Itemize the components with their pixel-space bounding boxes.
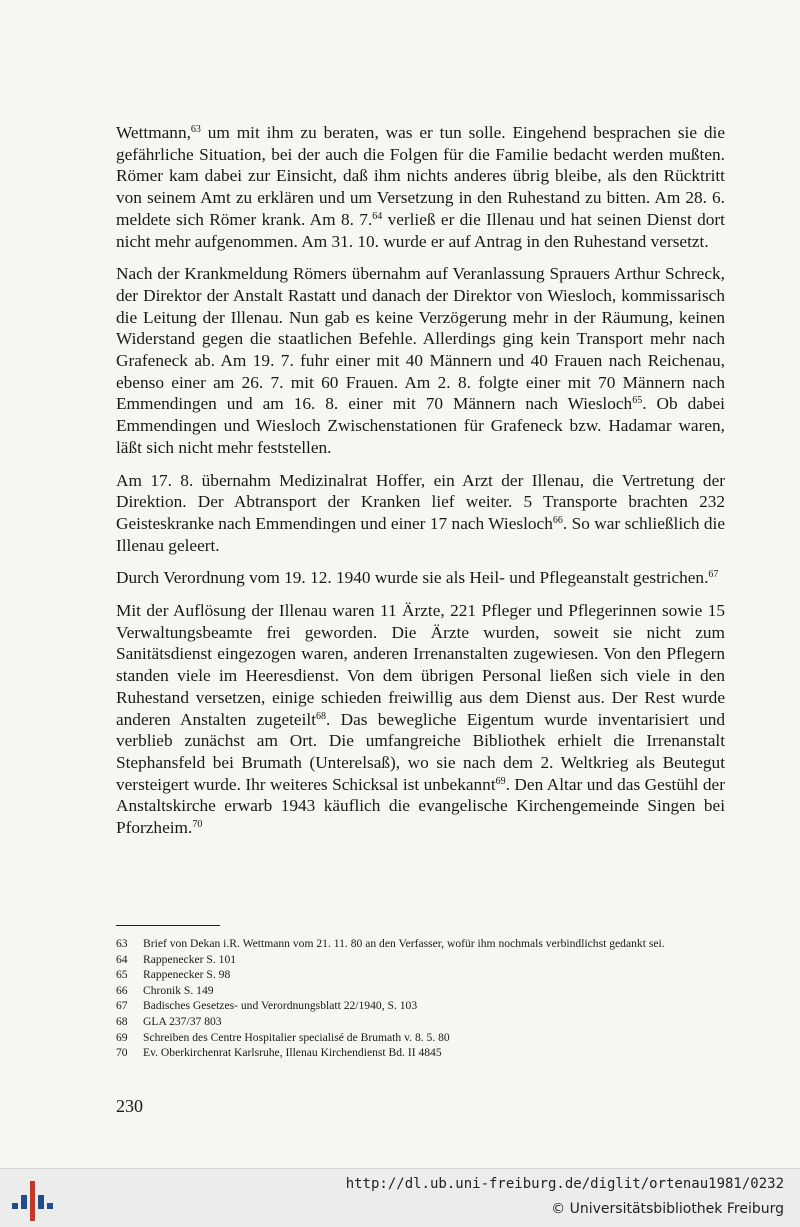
text-run: . Das bewegliche Eigentum wurde inventarisiert und verblieb zunächst am Ort. Die umfangreiche Bibliothek erhielt die Irrenanstalt Stephansfeld bei Brumath (Unterelsaß), wo sie nach dem 2. Weltkrieg als Beutegut versteigert wurde. Ihr weiteres Schicksal ist unbekannt [116, 709, 726, 794]
footnote-ref: 68 [316, 710, 327, 722]
footnote-text: Chronik S. 149 [143, 983, 214, 997]
footnote [116, 983, 725, 999]
page-number: 230 [116, 1096, 143, 1116]
text-run: . Den Altar und das Gestühl der Anstaltskirche erwarb 1943 käuflich die evangelische Kirchengemeinde Singen bei Pforzheim. [116, 774, 725, 838]
footnote-number: 64 [116, 952, 128, 966]
text-run: . Ob dabei Emmendingen und Wiesloch Zwischenstationen für Grafeneck bzw. Hadamar waren, läßt sich nicht mehr feststellen. [116, 394, 725, 457]
footnote [116, 952, 725, 968]
paragraph [116, 567, 725, 589]
footnote-separator [116, 925, 220, 926]
footnote-text: Brief von Dekan i.R. Wettmann vom 21. 11. 80 an den Verfasser, wofür ihm nochmals verbindlichst gedankt sei. [143, 937, 665, 950]
footnote-text: Schreiben des Centre Hospitalier specialisé de Brumath v. 8. 5. 80 [143, 1030, 450, 1044]
footnote-ref: 70 [192, 819, 203, 831]
text-run: Nach der Krankmeldung Römers übernahm auf Veranlassung Sprauers Arthur Schreck, der Direktor der Anstalt Rastatt und danach der Direktor von Wiesloch, kommissarisch die Leitung der Illenau. Nun gab es keine Verzögerung mehr in der Räumung, keinen Widerstand gegen die staatlichen Befehle. Allerdings ging kein Transport mehr nach Grafeneck ab. Am 19. 7. fuhr einer mit 40 Männern und 40 Frauen nach Reichenau, ebenso einer am 26. 7. mit 60 Frauen. Am 2. 8. folgte einer mit 70 Männern nach Emmendingen und am 16. 8. einer mit 70 Männern nach Wiesloch [116, 264, 725, 414]
footnote-number: 68 [116, 1014, 128, 1028]
viewer-footer-bar [0, 1168, 800, 1227]
text-run: Mit der Auflösung der Illenau waren 11 Ärzte, 221 Pfleger und Pflegerinnen sowie 15 Verwaltungsbeamte frei geworden. Die Ärzte wurden, soweit sie nicht zum Sanitätsdienst eingezogen waren, anderen Irrenanstalten zugewiesen. Von den Pflegern standen viele im Heeresdienst. Von dem übrigen Personal ließen sich viele in den Ruhestand versetzen, einige schieden freiwillig aus dem Dienst aus. Der Rest wurde anderen Anstalten zugeteilt [116, 601, 725, 729]
copyright-notice: © Universitätsbibliothek Freiburg [551, 1201, 784, 1217]
footnote-ref: 63 [190, 124, 201, 135]
footnote [116, 967, 725, 983]
footnote-ref: 65 [632, 395, 643, 407]
paragraph [116, 263, 725, 458]
footnotes [116, 936, 725, 1061]
body-text [116, 122, 725, 850]
source-url-link[interactable]: http://dl.ub.uni-freiburg.de/diglit/ortenau1981/0232 [345, 1176, 784, 1192]
footnote-ref: 69 [495, 775, 506, 787]
text-run: Am 17. 8. übernahm Medizinalrat Hoffer, ein Arzt der Illenau, die Vertretung der Direktion. Der Abtransport der Kranken lief weiter. 5 Transporte brachten 232 Geisteskranke nach Emmendingen und einer 17 nach Wiesloch [116, 470, 725, 533]
footnote-text: Badisches Gesetzes- und Verordnungsblatt 22/1940, S. 103 [143, 999, 418, 1013]
footnote [116, 998, 725, 1014]
paragraph [116, 122, 725, 252]
footnote [116, 1030, 725, 1046]
text-run: um mit ihm zu beraten, was er tun solle. Eingehend besprachen sie die gefährliche Situation, bei der auch die Folgen für die Familie bedacht werden mußten. Römer kam dabei zur Einsicht, daß ihm nichts anderes übrig bleibe, als den Rücktritt von seinem Amt zu erklären und um Versetzung in den Ruhestand zu bitten. Am 28. 6. meldete sich Römer krank. Am 8. 7. [116, 123, 725, 229]
footnote-ref: 64 [372, 210, 383, 222]
text-run: Wettmann, [116, 123, 191, 142]
footnote-text: GLA 237/37 803 [143, 1014, 222, 1028]
footnote-number: 67 [116, 999, 128, 1013]
footnote-number: 70 [116, 1046, 128, 1060]
footnote-number: 63 [116, 937, 128, 950]
footnote [116, 1014, 725, 1030]
footnote-text: Ev. Oberkirchenrat Karlsruhe, Illenau Kirchendienst Bd. II 4845 [143, 1046, 442, 1060]
paragraph [116, 470, 725, 557]
footnote-number: 69 [116, 1030, 128, 1044]
footnote-number: 66 [116, 983, 128, 997]
paragraph [116, 600, 725, 839]
text-run: Durch Verordnung vom 19. 12. 1940 wurde sie als Heil- und Pflegeanstalt gestrichen. [116, 568, 709, 588]
footnote-ref: 66 [552, 514, 563, 526]
footnote-text: Rappenecker S. 98 [143, 968, 231, 982]
footnote-ref: 67 [708, 569, 719, 581]
ub-freiburg-logo-icon[interactable] [12, 1181, 50, 1221]
footnote [116, 936, 725, 952]
text-run: . So war schließlich die Illenau geleert. [116, 513, 725, 555]
footnote [116, 1045, 725, 1061]
footnote-text: Rappenecker S. 101 [143, 952, 237, 966]
text-run: verließ er die Illenau und hat seinen Dienst dort nicht mehr aufgenommen. Am 31. 10. wurde er auf Antrag in den Ruhestand versetzt. [116, 209, 725, 251]
footnote-number: 65 [116, 968, 128, 982]
